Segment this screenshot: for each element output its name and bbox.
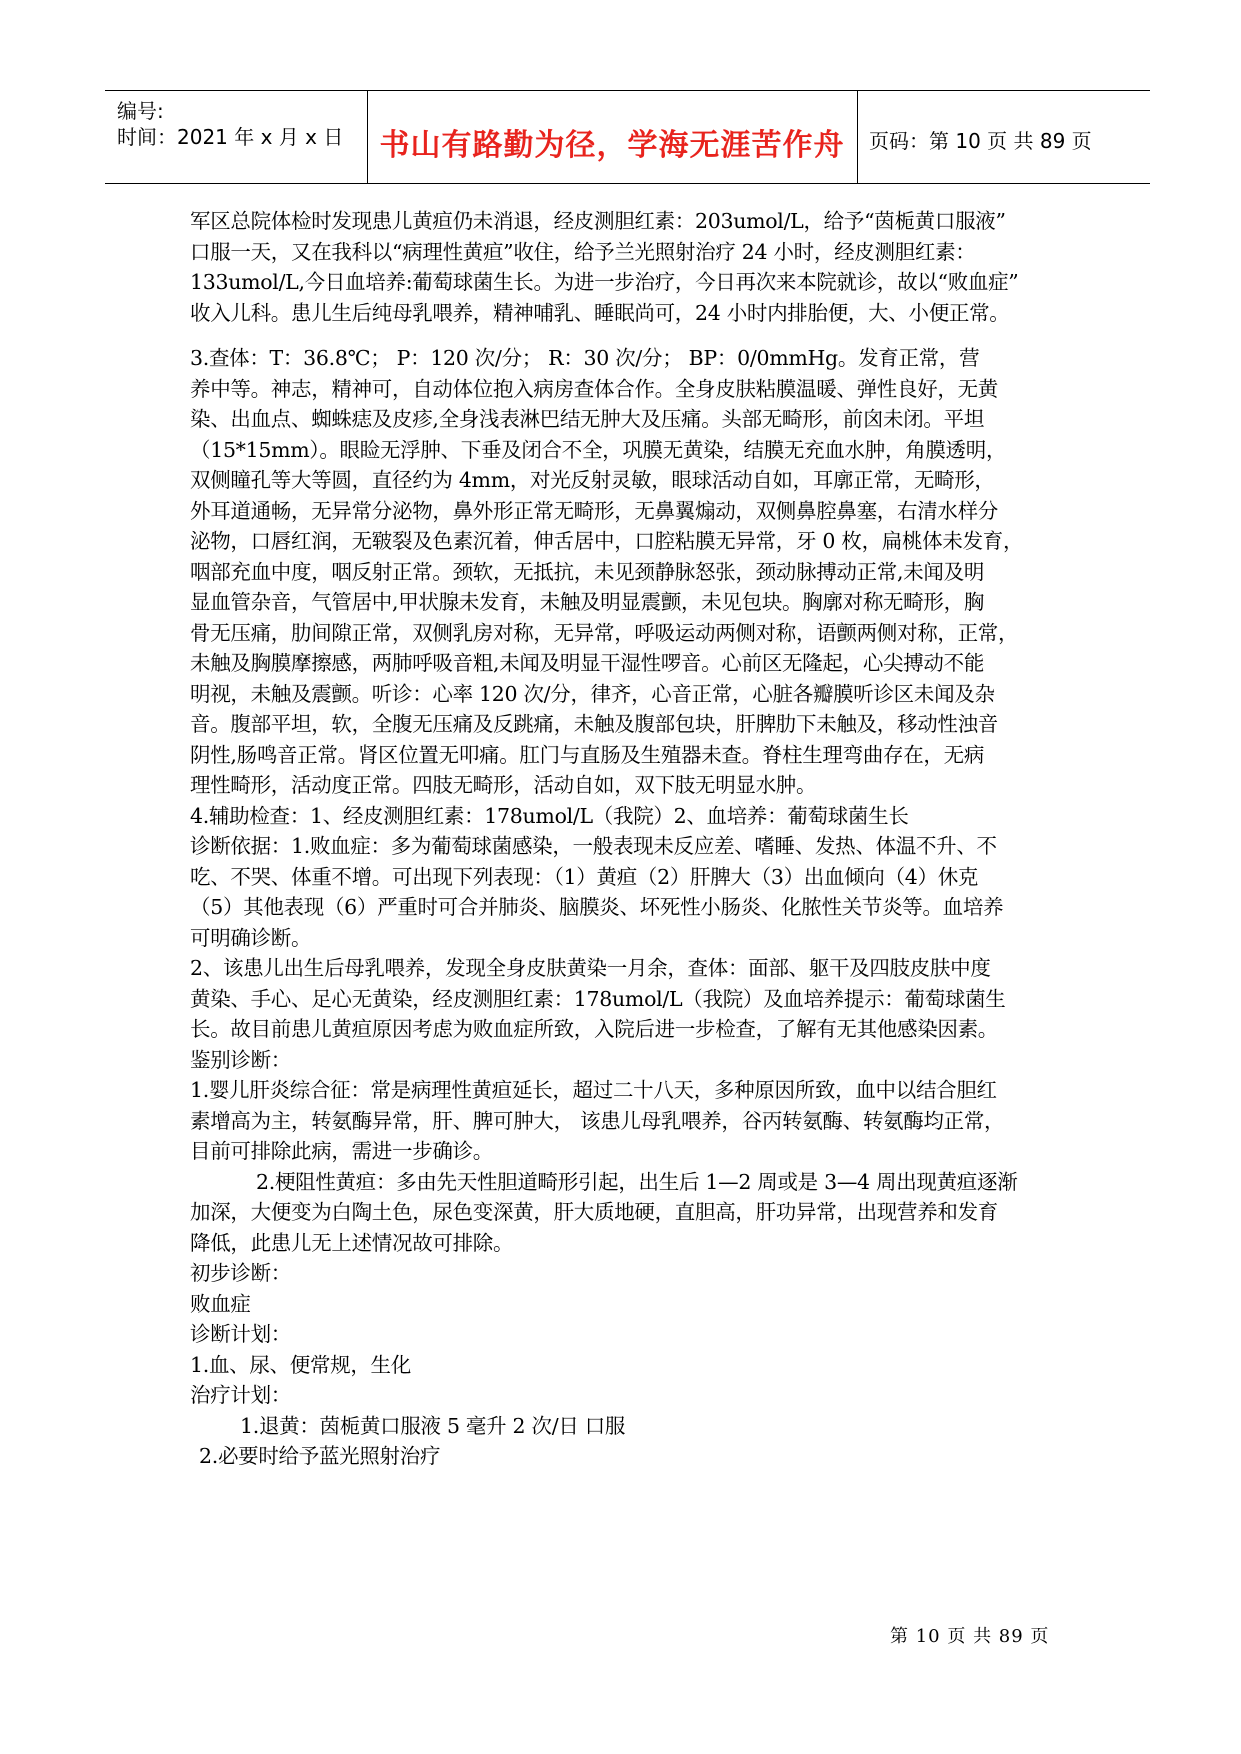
treatment-plan-heading: 治疗计划： (190, 1383, 291, 1407)
diagnosis-plan-heading: 诊断计划： (190, 1322, 291, 1346)
body-line: 133umol/L,今日血培养:葡萄球菌生长。为进一步治疗，今日再次来本院就诊，故以“败血症” (190, 270, 1019, 294)
paragraph-gap (190, 328, 1062, 343)
diagnosis-basis-line: 2、该患儿出生后母乳喂养，发现全身皮肤黄染一月余，查体：面部、躯干及四肢皮肤中度 (190, 956, 991, 980)
exam-line: 养中等。神志，精神可，自动体位抱入病房查体合作。全身皮肤粘膜温暖、弹性良好，无黄 (190, 376, 998, 401)
diagnosis-basis-line: （5）其他表现（6）严重时可合并肺炎、脑膜炎、坏死性小肠炎、化脓性关节炎等。血培养 (190, 895, 1004, 919)
diagnosis-basis-line: 诊断依据：1.败血症：多为葡萄球菌感染，一般表现未反应差、嗜睡、发热、体温不升、不 (190, 834, 997, 858)
differential-line: 降低，此患儿无上述情况故可排除。 (190, 1230, 514, 1255)
exam-line: 明视，未触及震颤。听诊：心率 120 次/分，律齐，心音正常，心脏各瓣膜听诊区未闻及杂 (190, 681, 995, 706)
diagnosis-basis-line: 可明确诊断。 (190, 925, 312, 950)
exam-line: 染、出血点、蜘蛛痣及皮疹,全身浅表淋巴结无肿大及压痛。头部无畸形，前囟未闭。平坦 (190, 407, 985, 431)
header-motto-cell (367, 91, 858, 183)
differential-line: 2.梗阻性黄疸：多由先天性胆道畸形引起，出生后 1—2 周或是 3—4 周出现黄疸逐渐 (256, 1169, 1018, 1194)
differential-diagnosis-heading: 鉴别诊断： (190, 1047, 291, 1072)
exam-line: 外耳道通畅，无异常分泌物，鼻外形正常无畸形，无鼻翼煽动，双侧鼻腔鼻塞，右清水样分 (190, 498, 998, 523)
document-time-label: 时间：2021 年 x 月 x 日 (117, 125, 344, 149)
exam-line: 理性畸形，活动度正常。四肢无畸形，活动自如，双下肢无明显水肿。 (190, 773, 817, 797)
header-page-info: 页码：第 10 页 共 89 页 (869, 129, 1092, 153)
exam-line: （15*15mm）。眼睑无浮肿、下垂及闭合不全，巩膜无黄染，结膜无充血水肿，角膜透明， (190, 437, 1007, 462)
document-header (105, 90, 1150, 184)
diagnosis-plan-item: 1.血、尿、便常规，生化 (190, 1352, 411, 1377)
document-number-label: 编号: (117, 99, 164, 123)
header-page-cell (857, 91, 1150, 183)
header-meta-cell (105, 91, 368, 183)
exam-line: 双侧瞳孔等大等圆，直径约为 4mm，对光反射灵敏，眼球活动自如，耳廓正常，无畸形， (190, 468, 995, 492)
exam-line: 阴性,肠鸣音正常。肾区位置无叩痛。肛门与直肠及生殖器未查。脊柱生理弯曲存在，无病 (190, 742, 985, 767)
exam-line: 显血管杂音，气管居中,甲状腺未发育，未触及明显震颤，未见包块。胸廓对称无畸形，胸 (190, 590, 985, 614)
exam-line: 咽部充血中度，咽反射正常。颈软，无抵抗，未见颈静脉怒张，颈动脉搏动正常,未闻及明 (190, 559, 985, 584)
auxiliary-exam-line: 4.辅助检查：1、经皮测胆红素：178umol/L（我院）2、血培养：葡萄球菌生长 (190, 803, 909, 828)
differential-line: 目前可排除此病，需进一步确诊。 (190, 1139, 493, 1163)
header-motto: 书山有路勤为径，学海无涯苦作舟 (379, 128, 845, 163)
diagnosis-basis-line: 吃、不哭、体重不增。可出现下列表现：（1）黄疸（2）肝脾大（3）出血倾向（4）休克 (190, 864, 979, 889)
differential-line: 1.婴儿肝炎综合征：常是病理性黄疸延长，超过二十八天，多种原因所致，血中以结合胆红 (190, 1078, 997, 1102)
exam-line: 3.查体：T：36.8℃； P：120 次/分； R：30 次/分； BP：0/0mmHg。发育正常，营 (190, 346, 980, 370)
differential-line: 加深，大便变为白陶土色，尿色变深黄，肝大质地硬，直胆高，肝功异常，出现营养和发育 (190, 1200, 998, 1224)
page-footer: 第 10 页 共 89 页 (890, 1626, 1050, 1647)
exam-line: 音。腹部平坦，软，全腹无压痛及反跳痛，未触及腹部包块，肝脾肋下未触及，移动性浊音 (190, 712, 998, 736)
diagnosis-basis-line: 黄染、手心、足心无黄染，经皮测胆红素：178umol/L（我院）及血培养提示：葡萄球菌生 (190, 986, 1006, 1011)
differential-line: 素增高为主，转氨酶异常，肝、脾可肿大， 该患儿母乳喂养，谷丙转氨酶、转氨酶均正常， (190, 1108, 1005, 1133)
body-line: 军区总院体检时发现患儿黄疸仍未消退，经皮测胆红素：203umol/L，给予“茵栀黄口服液” (190, 209, 1006, 233)
diagnosis-basis-line: 长。故目前患儿黄疸原因考虑为败血症所致，入院后进一步检查，了解有无其他感染因素。 (190, 1017, 998, 1041)
exam-line: 泌物，口唇红润，无皲裂及色素沉着，伸舌居中，口腔粘膜无异常，牙 0 枚，扁桃体未发育， (190, 529, 1024, 553)
treatment-plan-item: 1.退黄：茵栀黄口服液 5 毫升 2 次/日 口服 (240, 1413, 626, 1438)
document-body (190, 206, 1062, 1472)
body-line: 收入儿科。患儿生后纯母乳喂养，精神哺乳、睡眠尚可，24 小时内排胎便，大、小便正常。 (190, 300, 1010, 325)
treatment-plan-item: 2.必要时给予蓝光照射治疗 (199, 1444, 441, 1468)
initial-diagnosis-value: 败血症 (190, 1291, 251, 1316)
exam-line: 未触及胸膜摩擦感，两肺呼吸音粗,未闻及明显干湿性啰音。心前区无隆起，心尖搏动不能 (190, 651, 985, 675)
exam-line: 骨无压痛，肋间隙正常，双侧乳房对称，无异常，呼吸运动两侧对称，语颤两侧对称，正常， (190, 620, 1019, 645)
body-line: 口服一天，又在我科以“病理性黄疸”收住，给予兰光照射治疗 24 小时，经皮测胆红素： (190, 239, 976, 264)
initial-diagnosis-heading: 初步诊断： (190, 1261, 291, 1285)
